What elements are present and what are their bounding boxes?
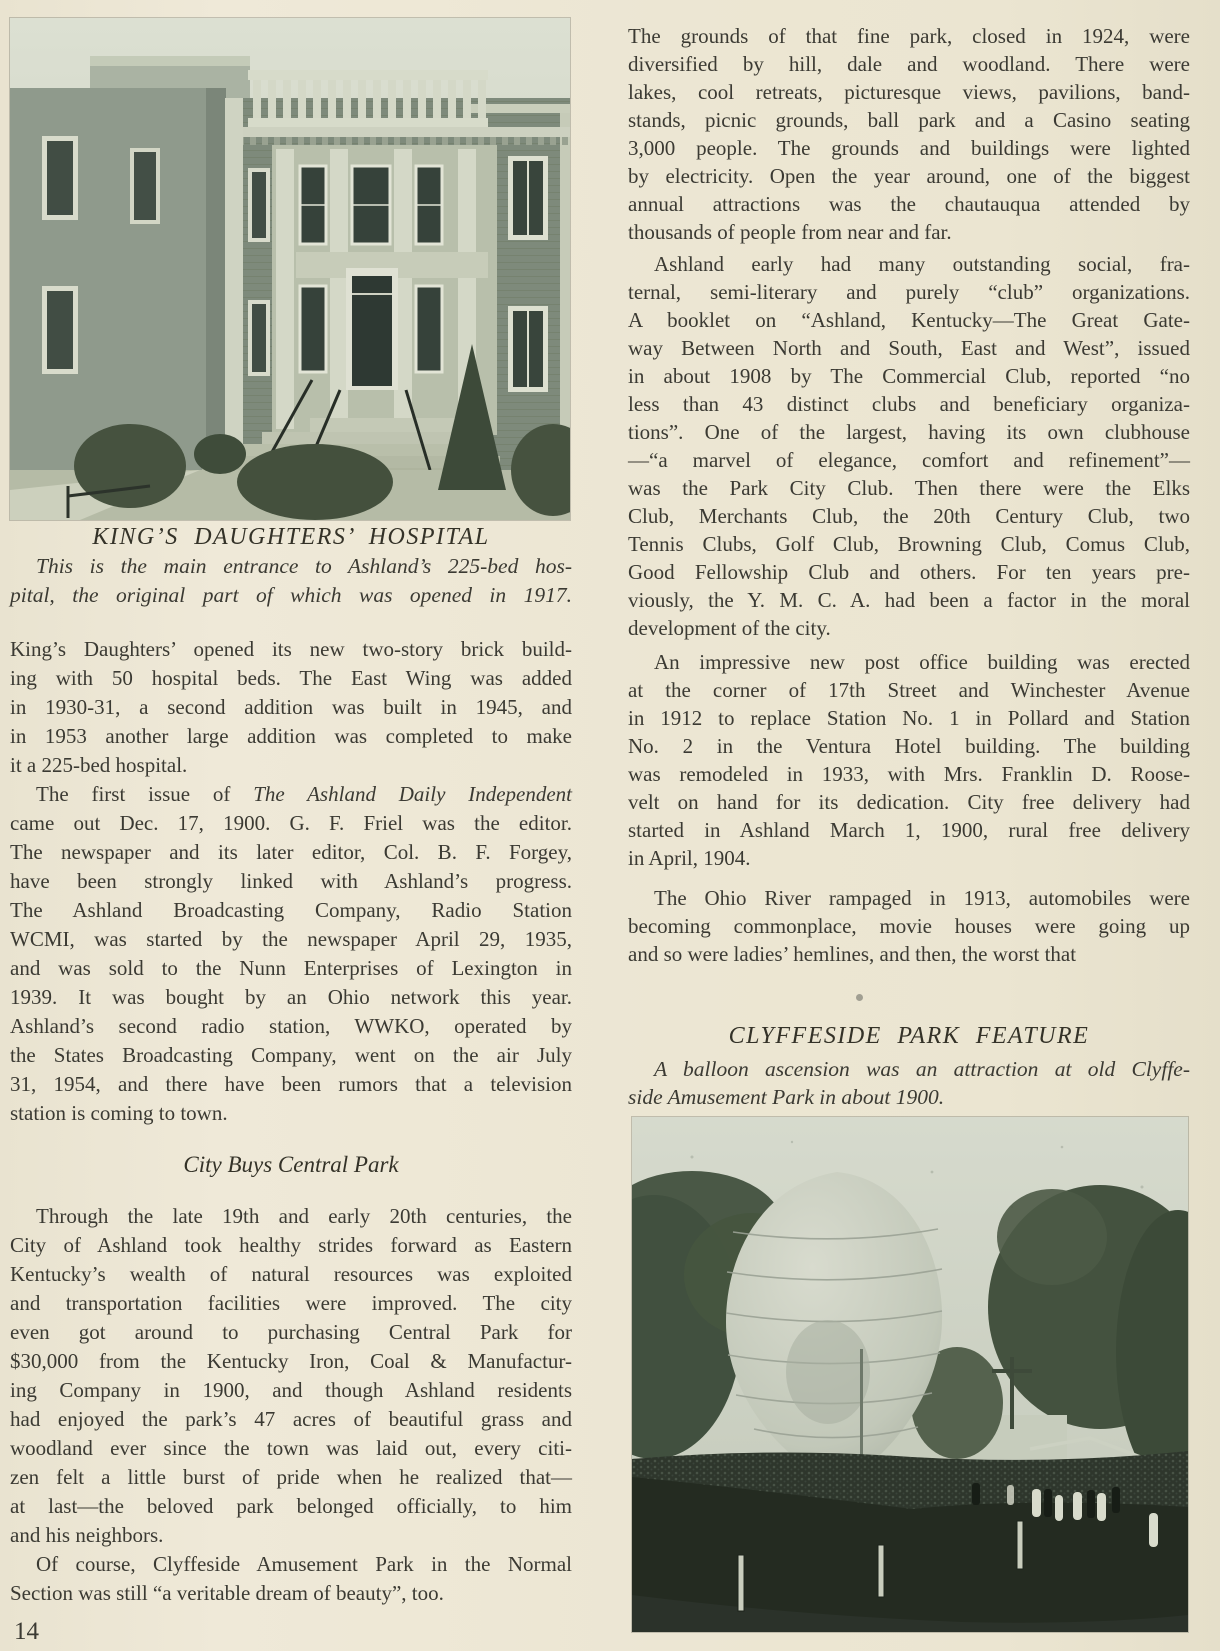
photo-caption: This is the main entrance to Ashland’s 225-bed hos- pital, the original part of which was opened in 1917. <box>10 554 572 607</box>
paragraph-clubs: Ashland early had many outstanding social, fra- ternal, semi-literary and purely “club” organizations. A booklet on “Ashland, Kentucky—The Great Gate- way Between North and South, East and West”, issued in about 1908 by The Commercial Club, reported “no less than 43 distinct clubs and beneficiary organiza- tions”. One of the largest, having its own clubhouse —“a marvel of elegance, comfort and refinement”— was the Park City Club. Then there were the Elks Club, Merchants Club, the 20th Century Club, two Tennis Clubs, Golf Club, Browning Club, Comus Club, Good Fellowship Club and others. For ten years pre- viously, the Y. M. C. A. had been a factor in the moral development of the city. <box>628 252 1190 640</box>
photo-caption-title-clyffeside: CLYFFESIDE PARK FEATURE <box>728 1023 1090 1049</box>
paragraph-ohio-river: The Ohio River rampaged in 1913, automobiles were becoming commonplace, movie houses were going up and so were ladies’ hemlines, and then, the worst that <box>628 886 1190 966</box>
paragraph-newspaper-radio: The first issue of The Ashland Daily Independent came out Dec. 17, 1900. G. F. Friel was the editor. The newspaper and its later editor, Col. B. F. Forgey, have been strongly linked with Ashland’s progress. The Ashland Broadcasting Company, Radio Station WCMI, was started by the newspaper April 29, 1935, and was sold to the Nunn Enterprises of Lexington in 1939. It was bought by an Ohio network this year. Ashland’s second radio station, WWKO, operated by the States Broadcasting Company, went on the air July 31, 1954, and there have been rumors that a television station is coming to town. <box>10 782 572 1125</box>
paragraph-central-park-purchase: Through the late 19th and early 20th centuries, the City of Ashland took healthy strides forward as Eastern Kentucky’s wealth of natural resources was exploited and transportation facilities were improved. The city even got around to purchasing Central Park for $30,000 from the Kentucky Iron, Coal & Manufactur- ing Company in 1900, and though Ashland residents had enjoyed the park’s 47 acres of beautiful grass and woodland ever since the town was laid out, every citi- zen felt a little burst of pride when he realized that— at last—the beloved park belonged officially, to him and his neighbors. <box>10 1204 572 1547</box>
paragraph-clyffeside-intro: Of course, Clyffeside Amusement Park in the Normal Section was still “a veritable dream of beauty”, too. <box>10 1552 572 1605</box>
hospital-photo-illustration <box>10 18 570 520</box>
printers-mark-dot <box>856 994 863 1001</box>
balloon-photo-illustration <box>632 1117 1188 1632</box>
paragraph-post-office: An impressive new post office building was erected at the corner of 17th Street and Winchester Avenue in 1912 to replace Station No. 1 in Pollard and Station No. 2 in the Ventura Hotel building. The building was remodeled in 1933, with Mrs. Franklin D. Roose- velt on hand for its dedication. City free delivery had started in Ashland March 1, 1900, rural free delivery in April, 1904. <box>628 650 1190 870</box>
page-number: 14 <box>14 1618 39 1645</box>
photo-caption-title: KING’S DAUGHTERS’ HOSPITAL <box>92 524 490 550</box>
balloon-ascension-photo <box>632 1117 1188 1632</box>
right-column <box>628 0 1190 1632</box>
hospital-photo <box>10 18 570 520</box>
photo-caption-balloon: A balloon ascension was an attraction at old Clyffe- side Amusement Park in about 1900. <box>628 1057 1190 1109</box>
section-heading-city-buys-central-park: City Buys Central Park <box>183 1152 399 1177</box>
paragraph-hospital-history: King’s Daughters’ opened its new two-story brick build- ing with 50 hospital beds. The East Wing was added in 1930-31, a second addition was built in 1945, and in 1953 another large addition was completed to make it a 225-bed hospital. <box>10 637 572 777</box>
left-column <box>10 0 572 1646</box>
paragraph-park-grounds: The grounds of that fine park, closed in 1924, were diversified by hill, dale and woodland. There were lakes, cool retreats, picturesque views, pavilions, band- stands, picnic grounds, ball park and a Casino seating 3,000 people. The grounds and buildings were lighted by electricity. Open the year around, one of the biggest annual attractions was the chautauqua attended by thousands of people from near and far. <box>628 24 1190 244</box>
